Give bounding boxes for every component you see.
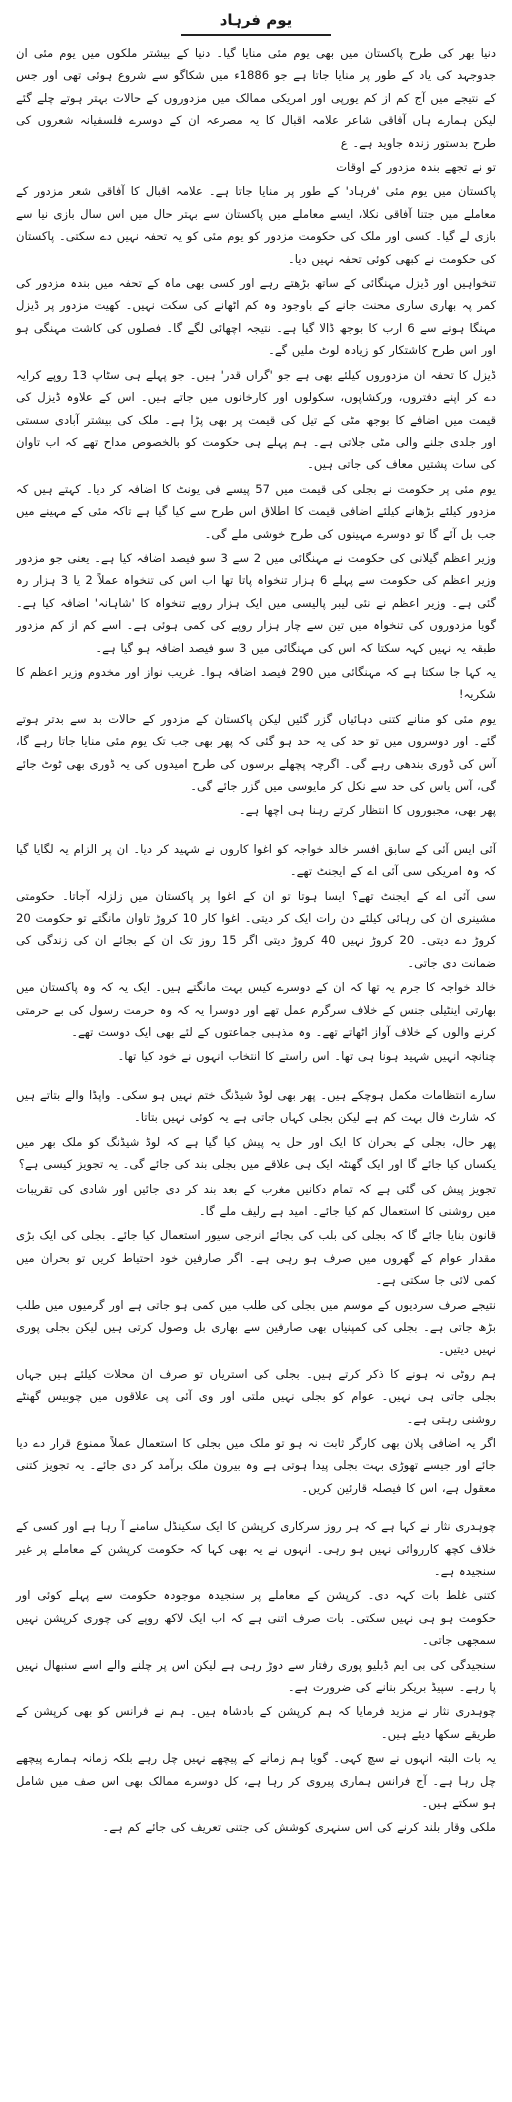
paragraph: پھر بھی، مجبوروں کا انتظار کرتے رہنا ہی اچھا ہے۔ bbox=[238, 803, 496, 818]
paragraph: نتیجے صرف سردیوں کے موسم میں بجلی کی طلب میں کمی ہو جاتی ہے اور گرمیوں میں طلب بڑھ جاتی ہے۔ بجلی کی کمپنیاں بھی صارفین سے بھاری بل وصول کرتی ہیں لیکن بجلی پوری نہیں دیتیں۔ bbox=[16, 1297, 496, 1357]
paragraph: آئی ایس آئی کے سابق افسر خالد خواجہ کو اغوا کاروں نے شہید کر دیا۔ ان پر الزام یہ لگایا گیا کہ وہ امریکی سی آئی اے کے ایجنٹ تھے۔ bbox=[16, 841, 496, 879]
paragraph: ڈیزل کا تحفہ ان مزدوروں کیلئے بھی ہے جو 'گراں قدر' ہیں۔ جو پہلے ہی سٹاپ 13 روپے کرایہ دے کر اپنے دفتروں، ورکشاپوں، سکولوں اور کارخانوں میں جاتے ہیں۔ اس کے علاوہ ڈیزل کی قیمت میں اضافے کا بوجھ مٹی کے تیل کی قیمت پر بھی پڑا ہے۔ ملک کی بیشتر آبادی سستی اور جلدی جلنے والی مٹی جلاتی ہے۔ ہم پہلے ہی حکومت کو بالخصوص مداح تھے کہ اب تاوان کی سات پشتیں معاف کی جاتی ہیں۔ bbox=[16, 367, 497, 472]
paragraph: چوہدری نثار نے مزید فرمایا کہ ہم کرپشن کے بادشاہ ہیں۔ ہم نے فرانس کو بھی کرپشن کے طریقے سکھا دیئے ہیں۔ bbox=[16, 1704, 496, 1741]
newspaper-column bbox=[8, 0, 504, 1839]
paragraph: ہم روٹی نہ ہونے کا ذکر کرتے ہیں۔ بجلی کی استریاں تو صرف ان محلات کیلئے ہیں جہاں بجلی جاتی ہی نہیں۔ عوام کو بجلی نہیں ملتی اور وی آئی پی علاقوں میں چوبیس گھنٹے روشنی رہتی ہے۔ bbox=[16, 1366, 496, 1426]
paragraph: اگر یہ اضافی پلان بھی کارگر ثابت نہ ہو تو ملک میں بجلی کا استعمال عملاً ممنوع قرار دے دیا جائے اور جیسے تھوڑی بہت بجلی پیدا ہوتی ہے وہ بیرون ملک برآمد کر دی جائے۔ یہ تجویز کتنی معقول ہے، اس کا فیصلہ قارئین کریں۔ bbox=[16, 1435, 496, 1495]
section-corruption bbox=[16, 1515, 496, 1839]
paragraph: وزیر اعظم گیلانی کی حکومت نے مہنگائی میں 2 سے 3 سو فیصد اضافہ کیا ہے۔ یعنی جو مزدور وزیر اعظم کی حکومت سے پہلے 6 ہزار تنخواہ پاتا تھا اب اس کی تنخواہ عملاً 2 یا 3 ہزار رہ گئی ہے۔ وزیر اعظم نے نئی لیبر پالیسی میں ایک ہزار روپے تنخواہ کا 'شاہانہ' اضافہ کیا ہے۔ گویا مزدوروں کی تنخواہ میں تین سے چار ہزار روپے کی کمی ہوئی ہے۔ اسے کم از کم مزدور طبقہ یہ نہیں کہہ سکتا کہ اس کی مہنگائی میں 3 سو فیصد اضافہ ہو گیا ہے۔ bbox=[16, 550, 497, 655]
column-title: یوم فرہاد bbox=[219, 11, 293, 29]
paragraph: پاکستان میں یوم مئی 'فرہاد' کے طور پر منایا جاتا ہے۔ علامہ اقبال کا آفاقی شعر مزدور کے معاملے میں جتنا آفاقی نکلا، ایسے معاملے میں پاکستان سے بہتر حال میں اس سال بازی نیا سے بازی لے گیا۔ کسی اور ملک کی حکومت مزدور کو یوم مئی کو یہ تحفہ نہیں دے سکتی۔ پاکستان کی حکومت نے کبھی کوئی تحفہ نہیں دیا۔ bbox=[16, 184, 496, 266]
paragraph: تنخواہیں اور ڈیزل مہنگائی کے ساتھ بڑھتے رہے اور کسی بھی ماہ کے تحفہ میں بندہ مزدور کی کمر پہ بھاری ساری محنت جانے کے باوجود وہ کم اٹھانے کی سکت نہیں۔ کھیت مزدور پر ڈیزل مہنگا ہونے سے 6 ارب کا بوجھ ڈالا گیا ہے۔ نتیجہ اچھائی لگے گا۔ فصلوں کی کاشت مہنگی ہو اور اس طرح کاشتکار کو زیادہ لوٹ ملیں گے۔ bbox=[16, 276, 496, 358]
section-load-shedding bbox=[16, 1084, 496, 1499]
section-khalid-khawaja bbox=[16, 838, 496, 1068]
paragraph: چوہدری نثار نے کہا ہے کہ ہر روز سرکاری کرپشن کا ایک سکینڈل سامنے آ رہا ہے اور کسی کے خلاف کچھ کارروائی نہیں ہو رہی۔ انہوں نے یہ بھی کہا کہ حکومت کرپشن کے معاملے پر غیر سنجیدہ ہے۔ bbox=[16, 1519, 496, 1578]
section-labour-day bbox=[16, 42, 496, 822]
paragraph: یہ کہا جا سکتا ہے کہ مہنگائی میں 290 فیصد اضافہ ہوا۔ غریب نواز اور مخدوم وزیر اعظم کا شکریہ! bbox=[16, 664, 496, 702]
paragraph: یوم مئی پر حکومت نے بجلی کی قیمت میں 57 پیسے فی یونٹ کا اضافہ کر دیا۔ کہتے ہیں کہ مزدور کیلئے بڑھانے کیلئے اضافی قیمت کا اطلاق اس طرح سے کیا گیا ہے تاکہ مئی کے مہینے میں جب بل آئے گا تو دوسرے مہینوں کی طرح خوشی ملے گی۔ bbox=[16, 481, 496, 541]
paragraph: کتنی غلط بات کہہ دی۔ کرپشن کے معاملے پر سنجیدہ موجودہ حکومت سے پہلے کوئی اور حکومت ہو ہی نہیں سکتی۔ بات صرف اتنی ہے کہ اب ایک لاکھ روپے کی چوری کرپشن نہیں سمجھی جاتی۔ bbox=[16, 1588, 496, 1648]
verse-line: تو نے تجھے بندہ مزدور کے اوقات bbox=[336, 160, 496, 175]
paragraph: یہ بات البتہ انہوں نے سچ کہی۔ گویا ہم زمانے کے پیچھے نہیں چل رہے بلکہ زمانہ ہمارے پیچھے چل رہا ہے۔ آج فرانس ہماری پیروی کر رہا ہے، کل دوسرے ممالک بھی اس صف میں شامل ہو سکتے ہیں۔ bbox=[16, 1751, 496, 1811]
paragraph: قانون بنایا جائے گا کہ بجلی کی بلب کی بجائے انرجی سیور استعمال کیا جائے۔ بجلی کی ایک بڑی مقدار عوام کے گھروں میں صرف ہو رہی ہے۔ اگر صارفین خود احتیاط کریں تو بحران میں کمی لائی جا سکتی ہے۔ bbox=[16, 1228, 496, 1288]
paragraph: سنجیدگی کی بی ایم ڈبلیو پوری رفتار سے دوڑ رہی ہے لیکن اس پر چلنے والے اسے سنبھال نہیں پا رہے۔ سپیڈ بریکر بنانے کی ضرورت ہے۔ bbox=[16, 1657, 496, 1695]
paragraph: خالد خواجہ کا جرم یہ تھا کہ ان کے دوسرے کیس بہت مانگتے ہیں۔ ایک یہ کہ وہ پاکستان میں بھارتی اینٹیلی جنس کے خلاف سرگرم عمل تھے اور دوسرا یہ کہ وہ حرمت رسول کی بے حرمتی کرنے والوں کے خلاف آواز اٹھاتے تھے۔ وہ مذہبی جماعتوں کے لئے بھی ایک دوست تھے۔ bbox=[16, 980, 496, 1040]
paragraph: ملکی وقار بلند کرنے کی اس سنہری کوشش کی جتنی تعریف کی جائے کم ہے۔ bbox=[102, 1820, 496, 1835]
paragraph: پھر حال، بجلی کے بحران کا ایک اور حل یہ پیش کیا گیا ہے کہ لوڈ شیڈنگ کو ملک بھر میں یکساں کیا جائے گا اور ایک گھنٹہ ایک ہی علاقے میں بجلی بند کی جائے گی۔ یہ تجویز کیسی ہے؟ bbox=[16, 1134, 496, 1172]
paragraph: سی آئی اے کے ایجنٹ تھے؟ ایسا ہوتا تو ان کے اغوا پر پاکستان میں زلزلہ آجاتا۔ حکومتی مشینری ان کی رہائی کیلئے دن رات ایک کر دیتی۔ اغوا کار 10 کروڑ تاوان مانگتے تو حکومت 20 کروڑ دے دیتی۔ 20 کروڑ نہیں 40 کروڑ دیتی اگر 15 روز تک ان کے بجائے ان کی زندگی کی ضمانت دی جاتی۔ bbox=[16, 888, 496, 970]
paragraph: دنیا بھر کی طرح پاکستان میں بھی یوم مئی منایا گیا۔ دنیا کے بیشتر ملکوں میں یوم مئی ان جدوجہد کی یاد کے طور پر منایا جاتا ہے جو 1886ء میں شکاگو سے شروع ہوئی تھی اور جس کے نتیجے میں آج کم از کم یورپی اور امریکی ممالک میں مزدوروں کے حالات بہتر ہوتے چلے گئے لیکن ہمارے ہاں آفاقی شاعر علامہ اقبال کا یہ مصرعہ ان کے دوسرے فلسفیانہ شعروں کی طرح بدستور زندہ جاوید ہے۔ ع bbox=[16, 46, 496, 150]
paragraph: تجویز پیش کی گئی ہے کہ تمام دکانیں مغرب کے بعد بند کر دی جائیں اور شادی کی تقریبات میں روشنی کا استعمال کم کیا جائے۔ امید ہے رلیف ملے گا۔ bbox=[16, 1181, 496, 1218]
paragraph: یوم مئی کو منانے کتنی دہائیاں گزر گئیں لیکن پاکستان کے مزدور کے حالات بد سے بدتر ہوتے گئے۔ اور دوسروں میں تو حد کی یہ حد ہو گئی کہ پھر بھی جب تک یوم مئی منایا جاتا رہے گا، آس کی ڈوری بندھی رہے گی۔ اگرچہ پچھلے برسوں کی طرح امیدوں کی یہ ڈوری بھی ٹوٹ جائے گی، آس یاس کی حد سے نکل کر مایوسی میں گزر جائے گی۔ bbox=[16, 711, 496, 793]
title-block bbox=[16, 8, 496, 36]
paragraph: سارے انتظامات مکمل ہوچکے ہیں۔ پھر بھی لوڈ شیڈنگ ختم نہیں ہو سکی۔ واپڈا والے بتاتے ہیں کہ شارٹ فال بہت کم ہے لیکن بجلی کہاں جاتی ہے یہ کوئی نہیں بتاتا۔ bbox=[16, 1087, 496, 1125]
title-underline bbox=[181, 34, 331, 36]
paragraph: چنانچہ انہیں شہید ہونا ہی تھا۔ اس راستے کا انتخاب انہوں نے خود کیا تھا۔ bbox=[117, 1049, 496, 1064]
